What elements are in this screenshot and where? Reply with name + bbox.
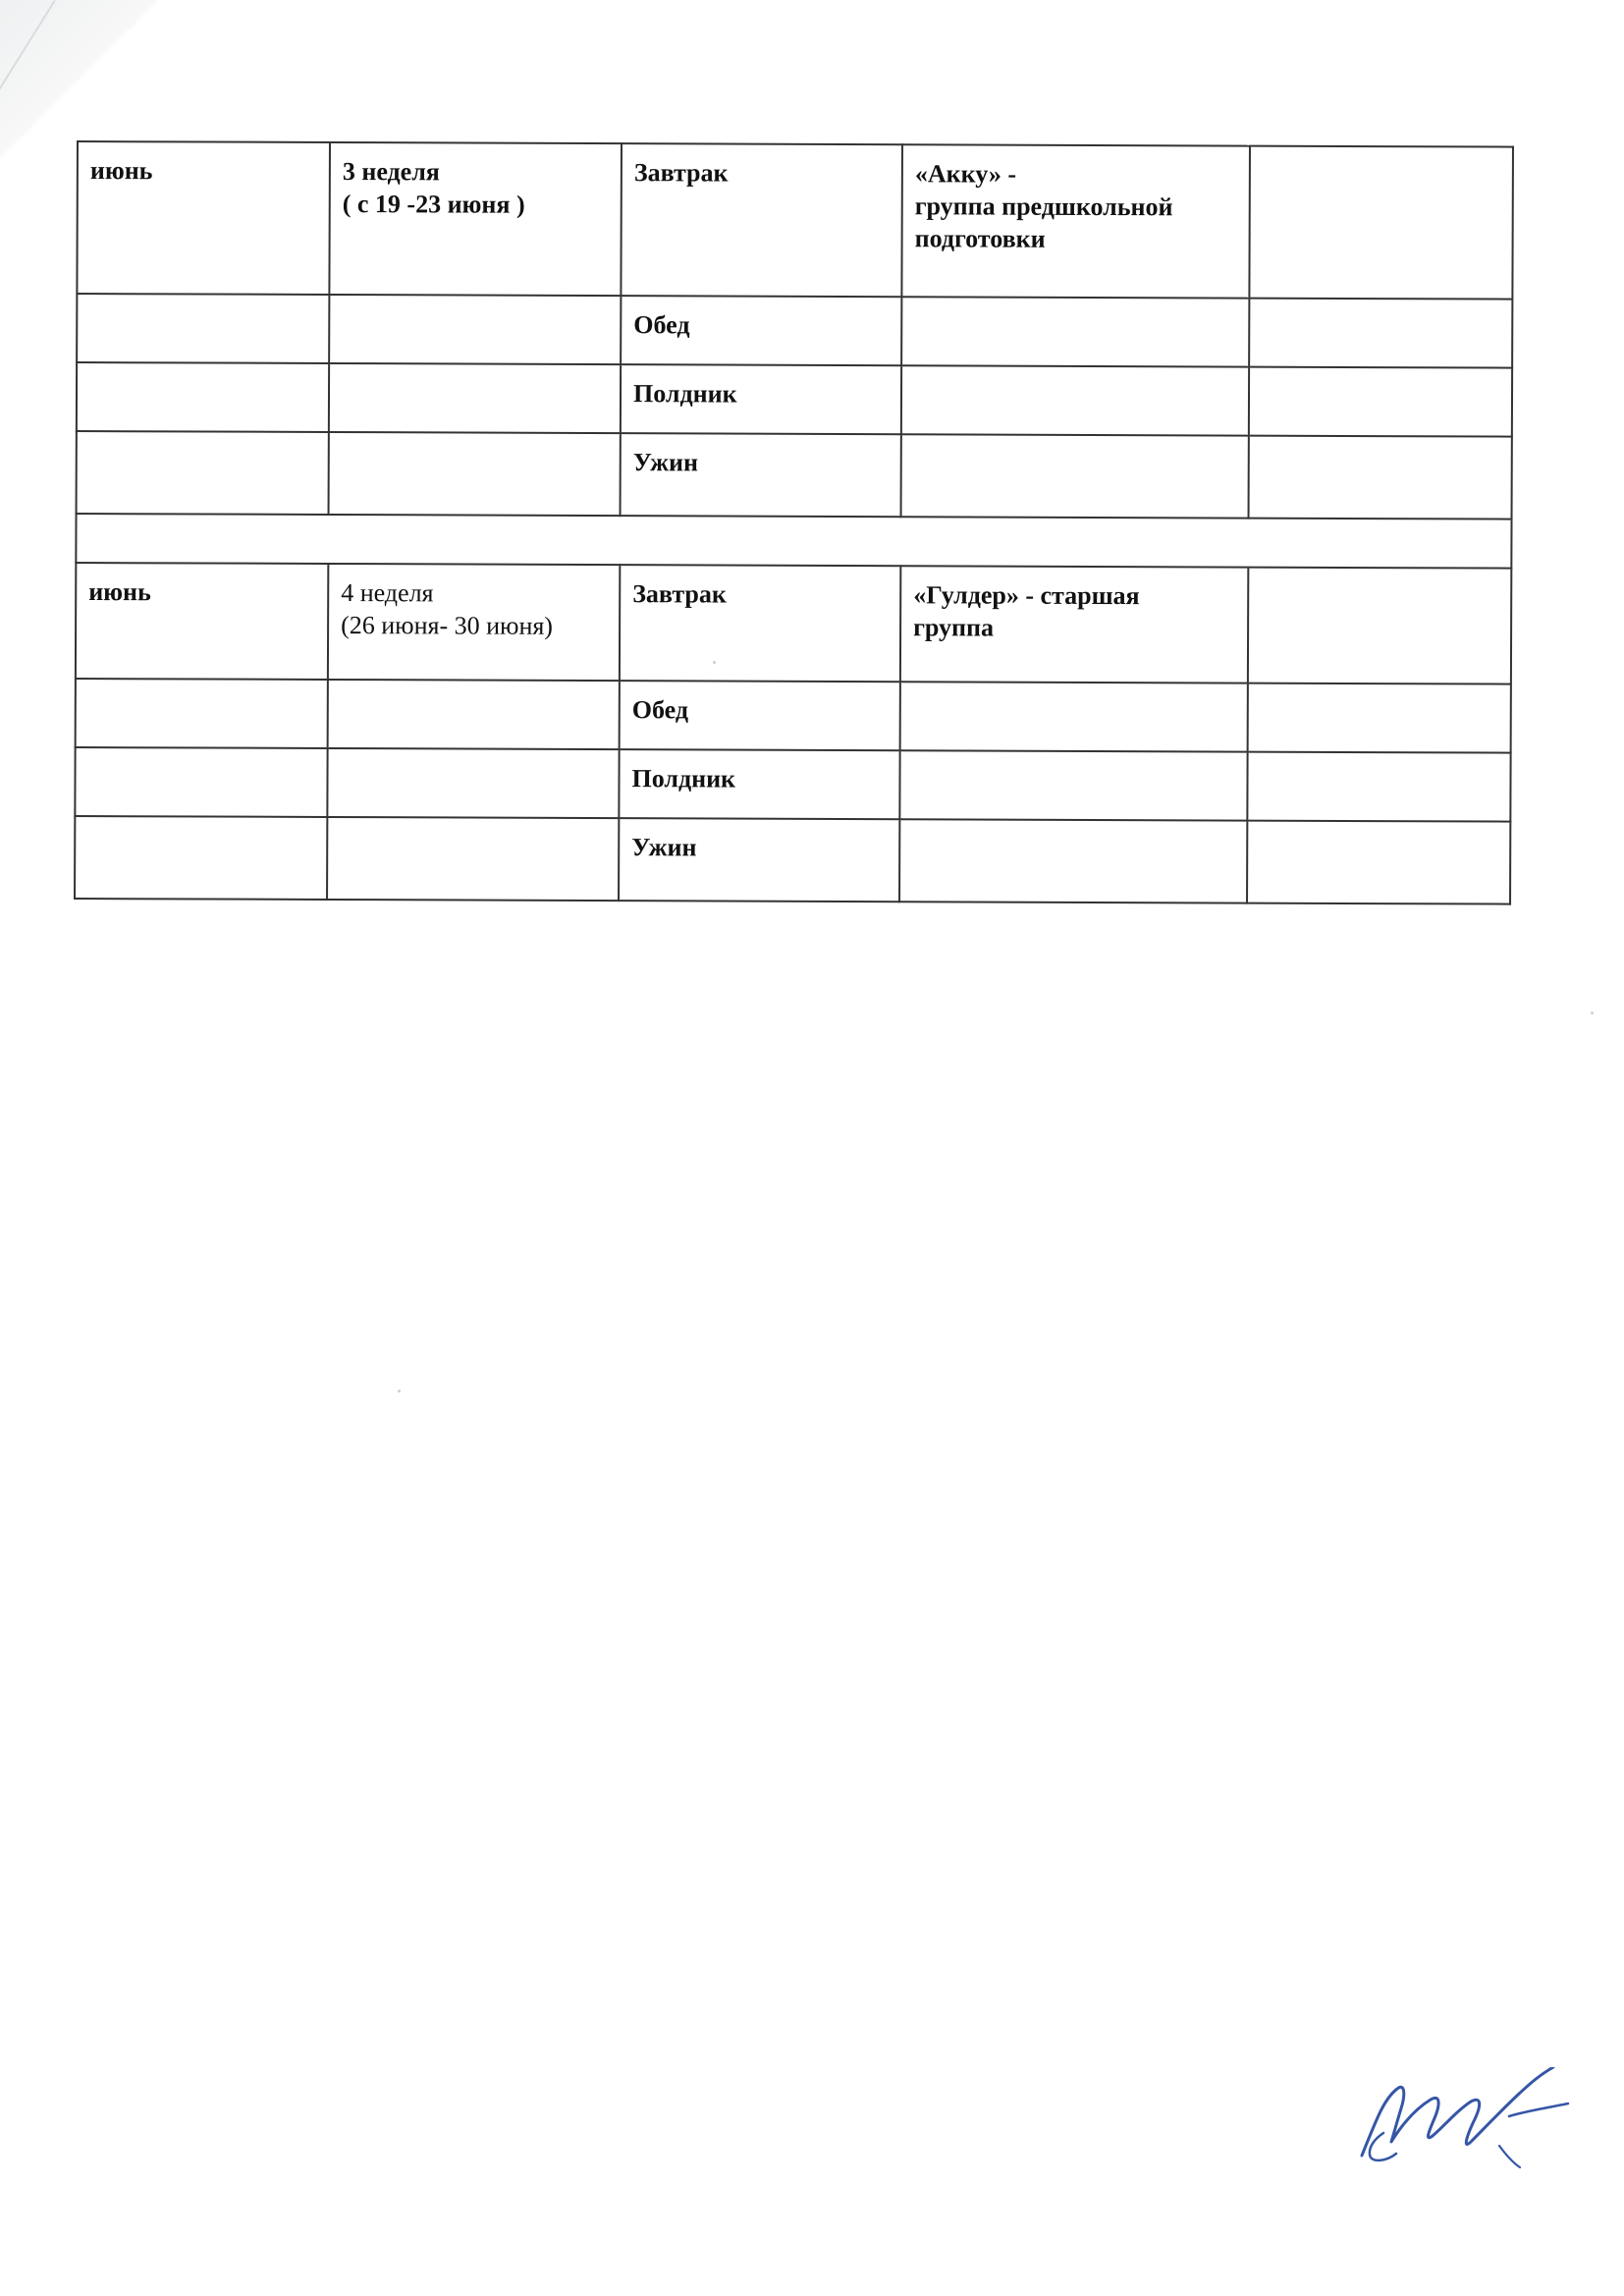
month-cell — [75, 816, 327, 900]
month-cell — [77, 431, 329, 515]
table-spacer-row — [76, 514, 1511, 569]
group-cell — [900, 682, 1248, 751]
table-row — [77, 294, 1512, 368]
week-cell — [329, 432, 621, 516]
month-cell — [76, 679, 328, 748]
table-row — [76, 679, 1511, 753]
week-cell — [329, 363, 621, 433]
table-row — [77, 141, 1513, 300]
note-cell — [1247, 752, 1510, 822]
group-cell: «Акку» - группа предшкольной подготовки — [901, 144, 1250, 298]
group-cell — [901, 434, 1249, 518]
note-cell — [1249, 146, 1513, 300]
week-cell — [328, 680, 620, 749]
spacer-cell — [76, 514, 1511, 569]
meal-cell: Обед — [620, 681, 900, 750]
month-cell: июнь — [76, 563, 328, 680]
note-cell — [1249, 436, 1512, 519]
month-cell — [77, 362, 329, 432]
table-row — [75, 747, 1510, 822]
meal-cell: Ужин — [621, 433, 901, 517]
note-cell — [1248, 568, 1511, 684]
meal-schedule-table — [74, 140, 1514, 905]
month-cell — [77, 294, 329, 363]
week-cell — [327, 817, 619, 901]
note-cell — [1247, 821, 1510, 904]
scan-speck — [398, 1390, 401, 1393]
group-cell — [899, 819, 1247, 902]
handwritten-signature-icon — [1350, 2067, 1576, 2170]
meal-cell: Обед — [621, 296, 901, 365]
group-cell — [901, 365, 1249, 435]
note-cell — [1249, 367, 1512, 437]
scan-speck — [713, 661, 716, 664]
table-row — [75, 816, 1510, 904]
week-cell: 3 неделя ( с 19 -23 июня ) — [329, 142, 622, 296]
meal-cell: Завтрак — [621, 143, 902, 297]
scan-speck — [1591, 1011, 1594, 1014]
table-row — [76, 563, 1511, 684]
month-cell: июнь — [77, 141, 330, 295]
note-cell — [1248, 683, 1511, 753]
meal-cell: Завтрак — [620, 565, 900, 682]
meal-cell: Полдник — [621, 364, 901, 434]
group-cell — [901, 297, 1249, 366]
group-cell: «Гулдер» - старшая группа — [900, 566, 1248, 683]
note-cell — [1249, 299, 1512, 368]
week-cell: 4 неделя (26 июня- 30 июня) — [328, 564, 620, 681]
table-row — [77, 362, 1512, 437]
meal-cell: Ужин — [619, 818, 899, 902]
month-cell — [75, 747, 327, 817]
week-cell — [327, 748, 619, 818]
table-row — [77, 431, 1512, 519]
meal-cell: Полдник — [619, 749, 899, 819]
week-cell — [329, 295, 621, 364]
group-cell — [899, 750, 1247, 820]
